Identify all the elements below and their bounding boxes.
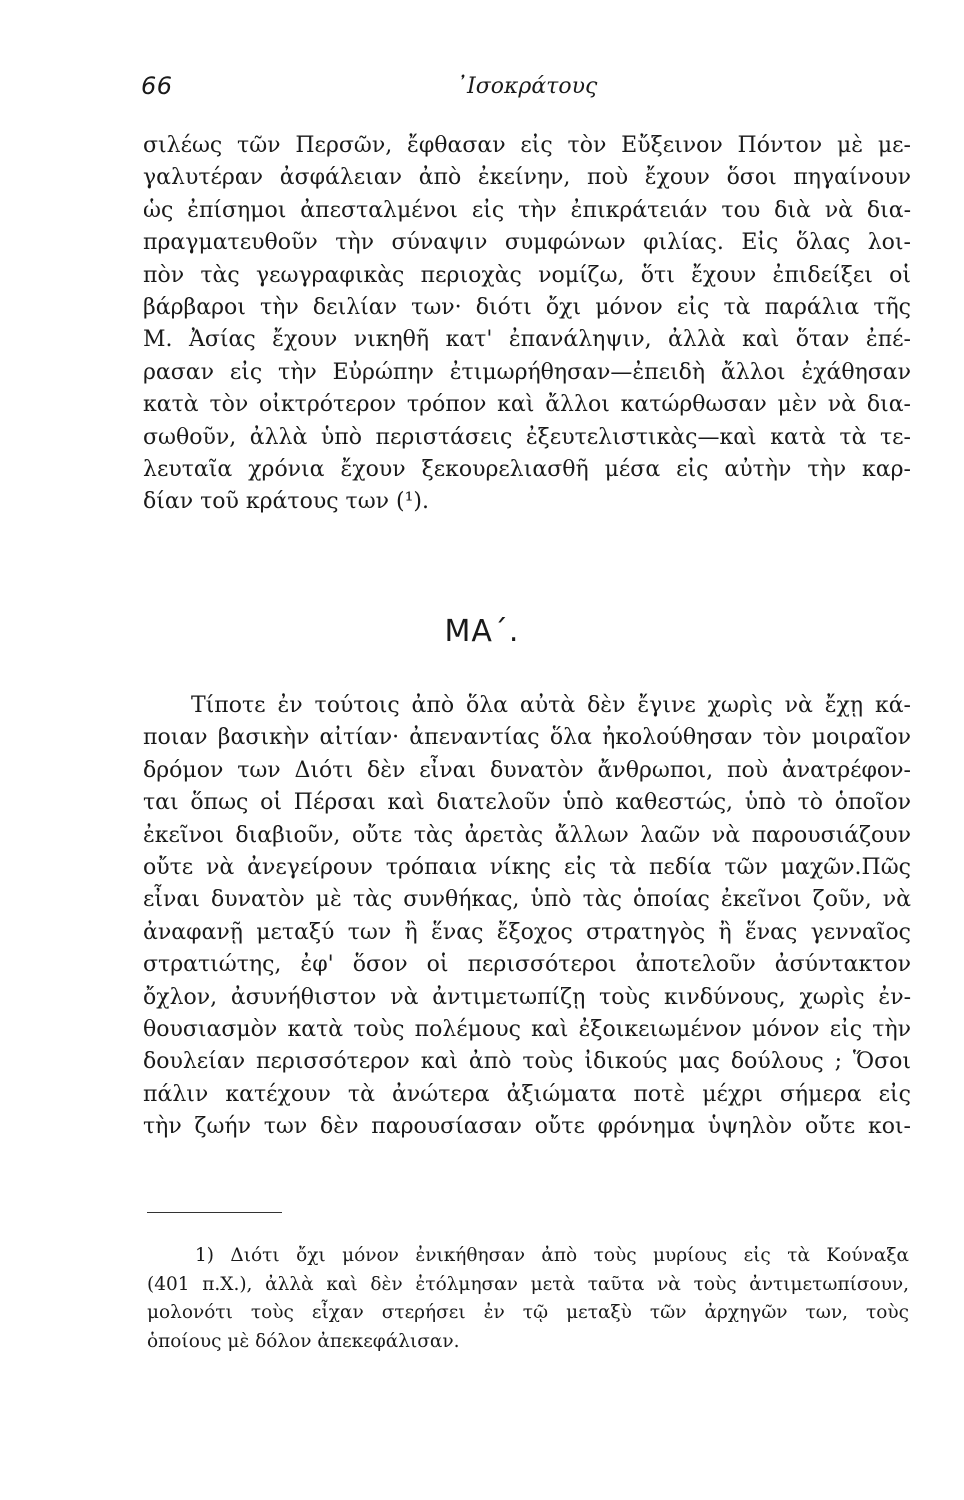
text-line: στρατιώτης, ἐφ' ὅσον οἱ περισσότεροι ἀποτελοῦν ἀσύντακτον: [143, 952, 911, 978]
text-line: πραγματευθοῦν τὴν σύναψιν συμφώνων φιλίας. Εἰς ὅλας λοι-: [143, 230, 911, 256]
paragraph-2: [143, 690, 911, 1143]
text-line: οὔτε νὰ ἀνεγείρουν τρόπαια νίκης εἰς τὰ πεδία τῶν μαχῶν.Πῶς: [143, 854, 911, 880]
text-line: γαλυτέραν ἀσφάλειαν ἀπὸ ἐκείνην, ποὺ ἔχουν ὅσοι πηγαίνουν: [143, 165, 911, 191]
footnote-line: μολονότι τοὺς εἶχαν στερήσει ἐν τῷ μεταξὺ τῶν ἀρχηγῶν των, τοὺς: [147, 1302, 909, 1323]
footnote-line: 1) Διότι ὄχι μόνον ἐνικήθησαν ἀπὸ τοὺς μυρίους εἰς τὰ Κούναξα: [195, 1245, 909, 1266]
footnote-divider: [147, 1212, 282, 1213]
text-line: πάλιν κατέχουν τὰ ἀνώτερα ἀξιώματα ποτὲ μέχρι σήμερα εἰς: [143, 1081, 911, 1107]
text-line: δρόμον των Διότι δὲν εἶναι δυνατὸν ἄνθρωποι, ποὺ ἀνατρέφον-: [143, 757, 911, 783]
text-line: Μ. Ἀσίας ἔχουν νικηθῆ κατ' ἐπανάληψιν, ἀλλὰ καὶ ὅταν ἐπέ-: [143, 327, 911, 353]
text-line: ἀναφανῇ μεταξύ των ἢ ἕνας ἔξοχος στρατηγὸς ἢ ἕνας γενναῖος: [143, 919, 911, 945]
text-line: ὡς ἐπίσημοι ἀπεσταλμένοι εἰς τὴν ἐπικράτειάν του διὰ νὰ δια-: [143, 197, 911, 223]
text-line: δουλείαν περισσότερον καὶ ἀπὸ τοὺς ἰδικούς μας δούλους ; Ὅσοι: [143, 1049, 911, 1075]
footnote-line: ὁποίους μὲ δόλον ἀπεκεφάλισαν.: [147, 1330, 460, 1352]
paragraph-1: [143, 130, 911, 519]
text-line: σωθοῦν, ἀλλὰ ὑπὸ περιστάσεις ἐξευτελιστικὰς—καὶ κατὰ τὰ τε-: [143, 424, 911, 450]
footnote: [147, 1242, 909, 1356]
text-line: Τίποτε ἐν τούτοις ἀπὸ ὅλα αὐτὰ δὲν ἔγινε χωρὶς νὰ ἔχῃ κά-: [191, 693, 911, 718]
text-line: ται ὅπως οἱ Πέρσαι καὶ διατελοῦν ὑπὸ καθεστώς, ὑπὸ τὸ ὁποῖον: [143, 790, 911, 816]
text-line: σιλέως τῶν Περσῶν, ἔφθασαν εἰς τὸν Εὔξεινον Πόντον μὲ με-: [143, 133, 911, 158]
text-line: θουσιασμὸν κατὰ τοὺς πολέμους καὶ ἐξοικειωμένον μόνον εἰς τὴν: [143, 1016, 911, 1042]
section-heading: ΜΑ΄.: [444, 614, 520, 649]
footnote-line: (401 π.Χ.), ἀλλὰ καὶ δὲν ἐτόλμησαν μετὰ ταῦτα νὰ τοὺς ἀντιμετωπίσουν,: [147, 1273, 909, 1295]
text-line: ἐκεῖνοι διαβιοῦν, οὔτε τὰς ἀρετὰς ἄλλων λαῶν νὰ παρουσιάζουν: [143, 822, 911, 848]
text-line: ποιαν βασικὴν αἰτίαν· ἀπεναντίας ὅλα ἠκολούθησαν τὸν μοιραῖον: [143, 725, 911, 751]
text-line: τὴν ζωήν των δὲν παρουσίασαν οὔτε φρόνημα ὑψηλὸν οὔτε κοι-: [143, 1114, 911, 1140]
page-number: 66: [141, 72, 173, 100]
text-line: ὄχλον, ἀσυνήθιστον νὰ ἀντιμετωπίζῃ τοὺς κινδύνους, χωρὶς ἐν-: [143, 984, 911, 1010]
text-line: εἶναι δυνατὸν μὲ τὰς συνθήκας, ὑπὸ τὰς ὁποίας ἐκεῖνοι ζοῦν, νὰ: [143, 887, 911, 913]
text-line: κατὰ τὸν οἰκτρότερον τρόπον καὶ ἄλλοι κατώρθωσαν μὲν νὰ δια-: [143, 392, 911, 418]
text-line: λευταῖα χρόνια ἔχουν ξεκουρελιασθῆ μέσα εἰς αὐτὴν τὴν καρ-: [143, 456, 911, 482]
text-line: πὸν τὰς γεωγραφικὰς περιοχὰς νομίζω, ὅτι ἔχουν ἐπιδείξει οἱ: [143, 262, 911, 288]
text-line: ρασαν εἰς τὴν Εὐρώπην ἐτιμωρήθησαν—ἐπειδὴ ἄλλοι ἐχάθησαν: [143, 359, 911, 385]
running-title: ᾿Ισοκράτους: [456, 74, 598, 99]
text-line: βάρβαροι τὴν δειλίαν των· διότι ὄχι μόνον εἰς τὰ παράλια τῆς: [143, 294, 911, 320]
text-line: δίαν τοῦ κράτους των (¹).: [143, 489, 429, 515]
